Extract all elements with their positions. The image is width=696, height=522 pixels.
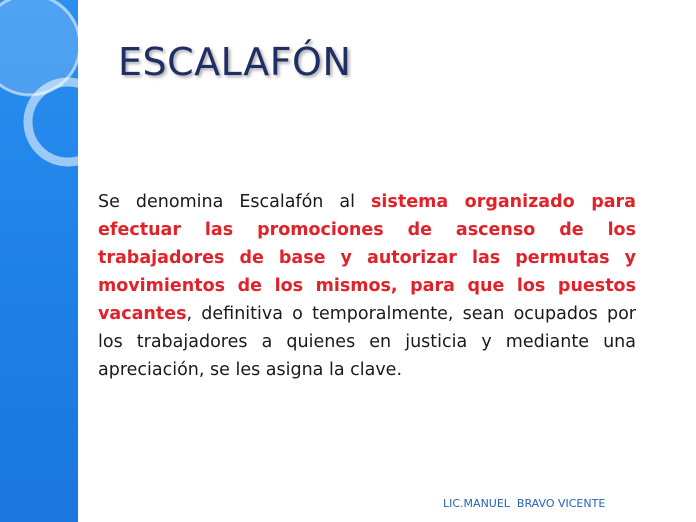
body-suffix: , definitiva o temporalmente, sean ocupados por los trabajadores a quienes en justicia y mediante una apreciación, se les asigna la clave. — [98, 304, 636, 380]
body-highlight: sistema organizado para efectuar las promociones de ascenso de los trabajadores de base y autorizar las permutas y movimientos de los mismos, para que los puestos vacantes — [98, 192, 636, 324]
deco-circle-small — [28, 82, 108, 162]
slide-body — [98, 188, 636, 384]
body-prefix: Se denomina Escalafón al — [98, 192, 372, 212]
slide-title: ESCALAFÓN — [118, 40, 352, 84]
footer-author: LIC.MANUEL BRAVO VICENTE — [443, 497, 606, 510]
decorative-circles — [0, 0, 140, 200]
